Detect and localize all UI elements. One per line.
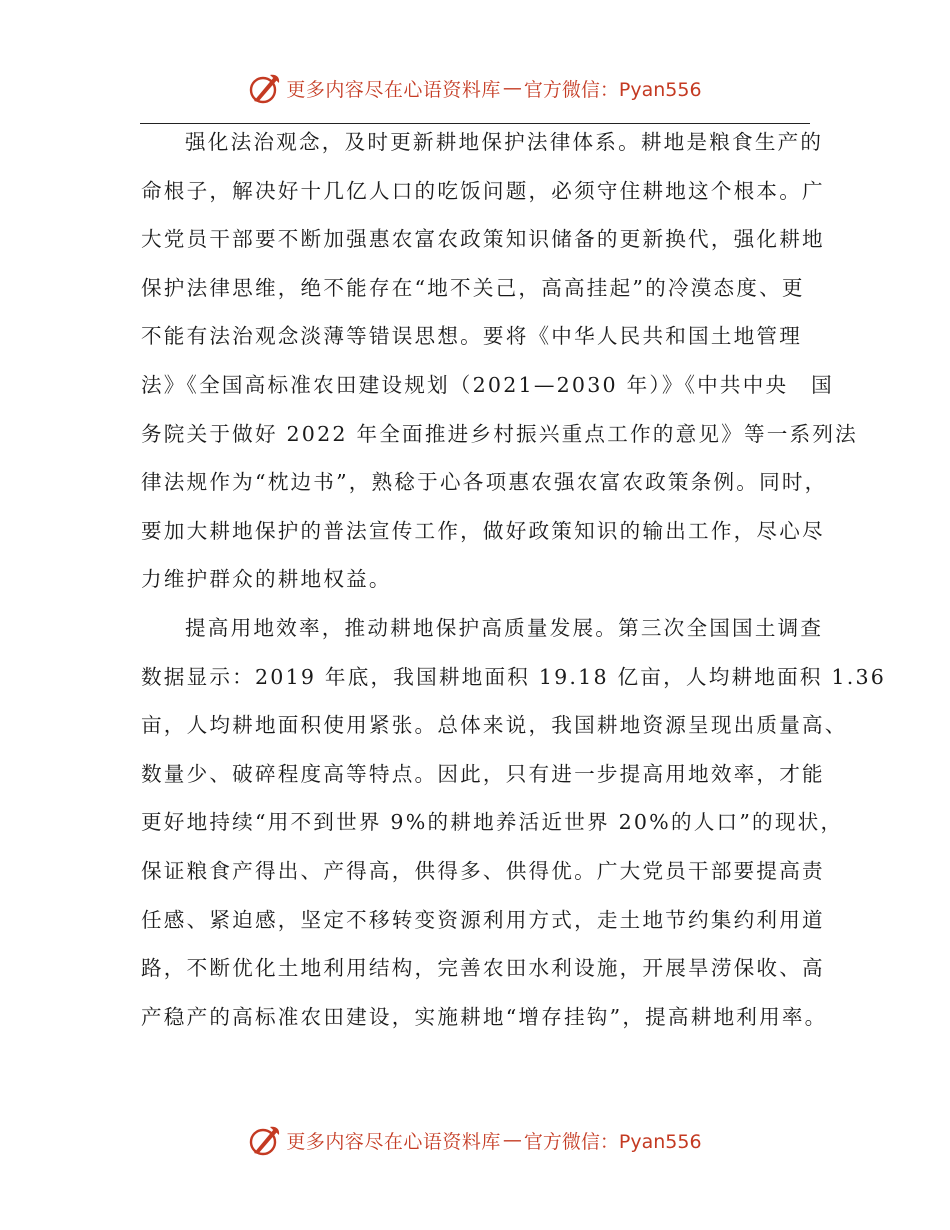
text-line: 务院关于做好 2022 年全面推进乡村振兴重点工作的意见》等一系列法 <box>141 421 858 446</box>
paragraph-land-efficiency <box>141 604 887 1041</box>
quill-logo-icon <box>248 71 282 105</box>
text-line: 路，不断优化土地利用结构，完善农田水利设施，开展旱涝保收、高 <box>141 956 825 981</box>
text-line: 产稳产的高标准农田建设，实施耕地“增存挂钩”，提高耕地利用率。 <box>141 1004 828 1029</box>
text-line: 保证粮食产得出、产得高，供得多、供得优。广大党员干部要提高责 <box>141 858 825 883</box>
text-line: 大党员干部要不断加强惠农富农政策知识储备的更新换代，强化耕地 <box>141 227 825 252</box>
text-line: 任感、紧迫感，坚定不移转变资源利用方式，走土地节约集约利用道 <box>141 907 825 932</box>
watermark-text: 更多内容尽在心语资料库 <box>286 78 501 101</box>
text-line: 数量少、破碎程度高等特点。因此，只有进一步提高用地效率，才能 <box>141 761 825 786</box>
text-line: 要加大耕地保护的普法宣传工作，做好政策知识的输出工作，尽心尽 <box>141 518 825 543</box>
text-line: 不能有法治观念淡薄等错误思想。要将《中华人民共和国土地管理 <box>141 324 803 349</box>
watermark-wechat-label: 官方微信：Pyan556 <box>523 1130 702 1153</box>
text-line: 强化法治观念，及时更新耕地保护法律体系。耕地是粮食生产的 <box>185 130 824 154</box>
footer-watermark <box>0 1120 950 1160</box>
text-line: 数据显示：2019 年底，我国耕地面积 19.18 亿亩，人均耕地面积 1.36 <box>141 664 887 689</box>
header-watermark <box>0 68 950 108</box>
watermark-separator: — <box>502 1129 522 1151</box>
text-line: 保护法律思维，绝不能存在“地不关己，高高挂起”的冷漠态度、更 <box>141 275 805 300</box>
text-line: 亩，人均耕地面积使用紧张。总体来说，我国耕地资源呈现出质量高、 <box>141 713 848 738</box>
paragraph-law-awareness <box>141 118 858 604</box>
text-line: 更好地持续“用不到世界 9%的耕地养活近世界 20%的人口”的现状， <box>141 810 844 835</box>
watermark-text: 更多内容尽在心语资料库 <box>286 1130 501 1153</box>
text-line: 律法规作为“枕边书”，熟稔于心各项惠农强农富农政策条例。同时， <box>141 470 828 495</box>
text-line: 法》《全国高标准农田建设规划（2021—2030 年）》《中共中央 国 <box>141 372 834 397</box>
text-line: 命根子，解决好十几亿人口的吃饭问题，必须守住耕地这个根本。广 <box>141 178 825 203</box>
watermark-separator: — <box>502 77 522 99</box>
text-line: 提高用地效率，推动耕地保护高质量发展。第三次全国国土调查 <box>185 615 824 640</box>
watermark-wechat-label: 官方微信：Pyan556 <box>523 78 702 101</box>
quill-logo-icon <box>248 1123 282 1157</box>
text-line: 力维护群众的耕地权益。 <box>141 567 392 592</box>
document-body <box>141 118 887 1041</box>
